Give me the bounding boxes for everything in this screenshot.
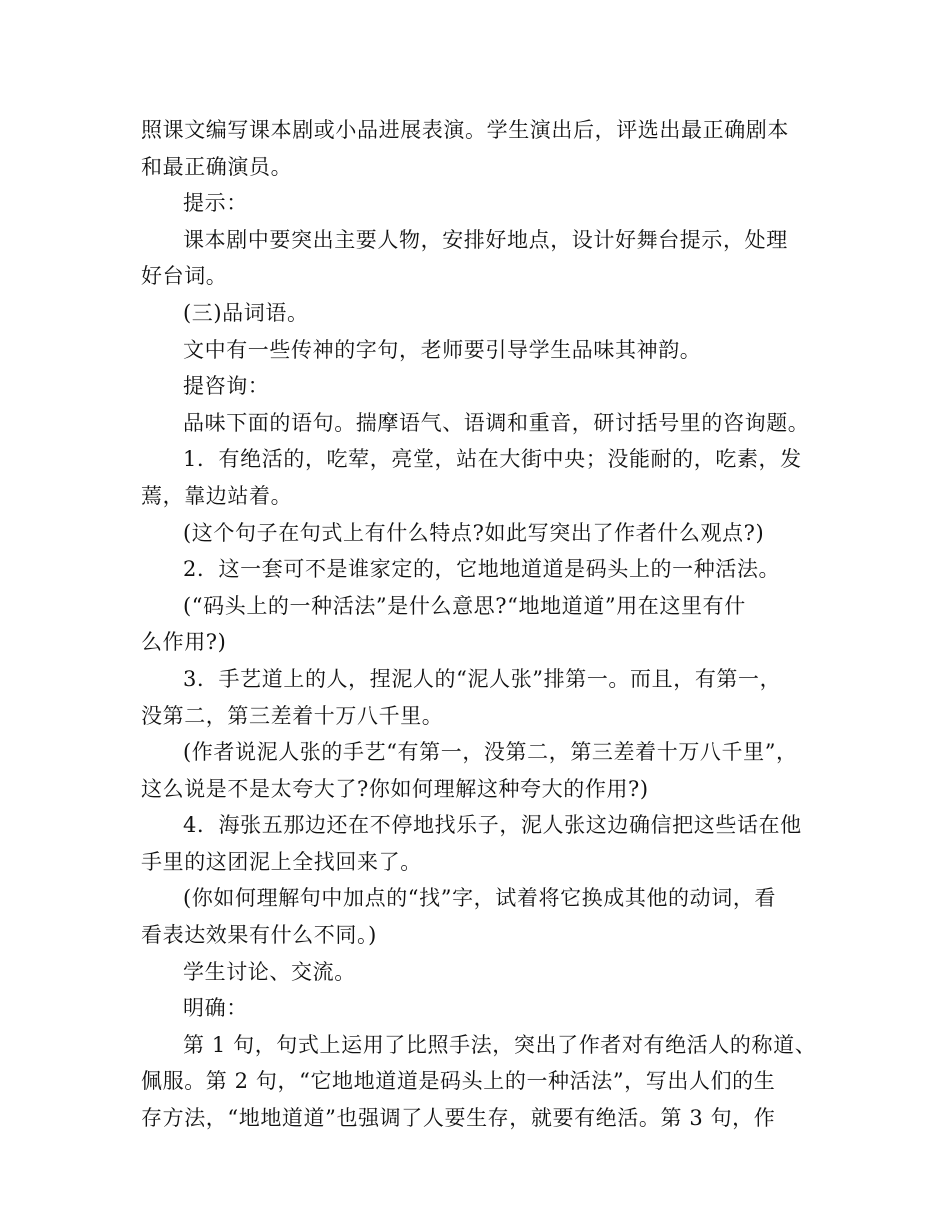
text-line: 佩服。第 2 句，“它地地道道是码头上的一种活法”，写出人们的生 bbox=[141, 1069, 776, 1094]
text-line: 看表达效果有什么不同。) bbox=[141, 923, 377, 948]
document-page bbox=[141, 112, 831, 1137]
text-line: 明确： bbox=[183, 996, 248, 1021]
text-line: 好台词。 bbox=[141, 264, 228, 289]
text-line: 手里的这团泥上全找回来了。 bbox=[141, 849, 422, 874]
text-line: 学生讨论、交流。 bbox=[183, 959, 356, 984]
text-line: 文中有一些传神的字句，老师要引导学生品味其神韵。 bbox=[183, 337, 702, 362]
text-line: 课本剧中要突出主要人物，安排好地点，设计好舞台提示，处理 bbox=[183, 227, 788, 252]
numbered-item: 4．海张五那边还在不停地找乐子，泥人张这边确信把这些话在他 bbox=[183, 813, 802, 838]
text-line: 和最正确演员。 bbox=[141, 154, 293, 179]
text-line: 提示： bbox=[183, 191, 248, 216]
question-line: (“码头上的一种活法”是什么意思?“地地道道”用在这里有什 bbox=[183, 593, 746, 618]
text-line: 蔫，靠边站着。 bbox=[141, 483, 293, 508]
text-line: 么作用?) bbox=[141, 630, 227, 655]
text-line: 存方法，“地地道道”也强调了人要生存，就要有绝活。第 3 句，作 bbox=[141, 1106, 776, 1131]
text-line: 品味下面的语句。揣摩语气、语调和重音，研讨括号里的咨询题。 bbox=[183, 410, 810, 435]
question-line: (这个句子在句式上有什么特点?如此写突出了作者什么观点?) bbox=[183, 520, 765, 545]
text-line: 这么说是不是太夸大了?你如何理解这种夸大的作用?) bbox=[141, 776, 649, 801]
numbered-item: 2．这一套可不是谁家定的，它地地道道是码头上的一种活法。 bbox=[183, 557, 781, 582]
section-heading: (三)品词语。 bbox=[183, 300, 309, 325]
numbered-item: 1．有绝活的，吃荤，亮堂，站在大街中央；没能耐的，吃素，发 bbox=[183, 447, 802, 472]
text-line: 没第二，第三差着十万八千里。 bbox=[141, 703, 444, 728]
text-line: 第 1 句，句式上运用了比照手法，突出了作者对有绝活人的称道、 bbox=[183, 1032, 817, 1057]
text-line: 照课文编写课本剧或小品进展表演。学生演出后，评选出最正确剧本 bbox=[141, 118, 789, 142]
text-line: 提咨询： bbox=[183, 374, 270, 399]
numbered-item: 3．手艺道上的人，捏泥人的“泥人张”排第一。而且，有第一， bbox=[183, 666, 782, 691]
question-line: (作者说泥人张的手艺“有第一，没第二，第三差着十万八千里”， bbox=[183, 740, 798, 765]
question-line: (你如何理解句中加点的“找”字，试着将它换成其他的动词，看 bbox=[183, 886, 777, 911]
